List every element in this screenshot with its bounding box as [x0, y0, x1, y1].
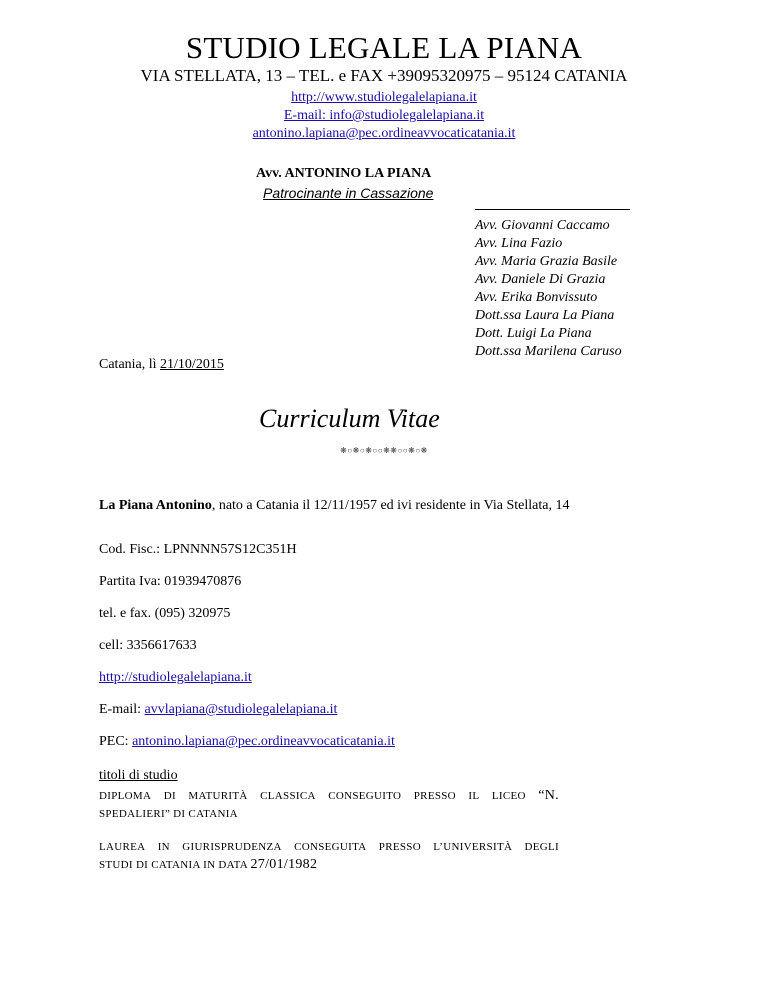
diploma-line-1 — [99, 787, 559, 805]
degree-word: GIURISPRUDENZA — [182, 841, 282, 853]
diploma-word: IL — [468, 790, 480, 802]
intro-paragraph — [99, 497, 581, 514]
degree-word: L’UNIVERSITÀ — [433, 841, 513, 853]
phone-fax: tel. e fax. (095) 320975 — [99, 606, 231, 621]
associate-item: Avv. Maria Grazia Basile — [475, 254, 618, 269]
lawyer-title: Patrocinante in Cassazione — [263, 185, 434, 201]
degree-line-2 — [99, 856, 559, 874]
education-heading: titoli di studio — [99, 768, 178, 783]
firm-address: VIA STELLATA, 13 – TEL. e FAX +39095320975 – 95124 CATANIA — [140, 66, 628, 85]
diploma-word: DIPLOMA — [99, 790, 152, 802]
degree-line-1 — [99, 838, 559, 856]
associate-item: Avv. Erika Bonvissuto — [475, 290, 598, 305]
degree-word: DEGLI — [524, 841, 559, 853]
document-date — [99, 357, 224, 373]
personal-website-link[interactable]: http://studiolegalelapiana.it — [99, 670, 252, 685]
date-value: 21/10/2015 — [160, 357, 224, 372]
degree-entry — [99, 838, 559, 874]
pec-line — [99, 734, 395, 750]
diploma-word: “N. — [538, 788, 559, 803]
diploma-word: PRESSO — [413, 790, 456, 802]
pec-label: PEC: — [99, 734, 133, 749]
tax-code: Cod. Fisc.: LPNNNN57S12C351H — [99, 542, 297, 557]
email-label: E-mail: — [99, 702, 145, 717]
date-prefix: Catania, lì — [99, 357, 161, 372]
diploma-entry — [99, 787, 559, 823]
associates-divider — [475, 209, 630, 210]
email-line — [99, 702, 337, 718]
associate-item: Dott.ssa Laura La Piana — [475, 308, 615, 323]
degree-word: LAUREA — [99, 841, 146, 853]
associate-item: Avv. Giovanni Caccamo — [475, 218, 610, 233]
diploma-line-2: SPEDALIERI” DI CATANIA — [99, 808, 238, 820]
document-title: Curriculum Vitae — [259, 404, 440, 433]
degree-word: IN — [157, 841, 170, 853]
personal-pec-link[interactable]: antonino.lapiana@pec.ordineavvocaticatania.it — [132, 734, 395, 749]
person-name: La Piana Antonino — [99, 498, 212, 513]
associate-item: Dott. Luigi La Piana — [475, 326, 592, 341]
associate-item: Dott.ssa Marilena Caruso — [475, 344, 622, 359]
diploma-word: MATURITÀ — [188, 790, 248, 802]
associates-list — [475, 217, 622, 361]
lawyer-name: Avv. ANTONINO LA PIANA — [256, 166, 432, 181]
vat-number: Partita Iva: 01939470876 — [99, 574, 242, 589]
email-link[interactable]: E-mail: info@studiolegalelapiana.it — [283, 108, 485, 123]
website-link[interactable]: http://www.studiolegalelapiana.it — [291, 90, 477, 105]
diploma-word: CLASSICA — [260, 790, 316, 802]
ornament-divider: ❋○❋○❋○○❋❋○○❋○❋ — [340, 446, 428, 455]
degree-line-2-text: STUDI DI CATANIA IN DATA — [99, 859, 248, 871]
degree-word: PRESSO — [378, 841, 421, 853]
personal-email-link[interactable]: avvlapiana@studiolegalelapiana.it — [144, 702, 338, 717]
degree-date: 27/01/1982 — [250, 857, 318, 872]
associate-item: Avv. Daniele Di Grazia — [475, 272, 606, 287]
degree-word: CONSEGUITA — [294, 841, 367, 853]
firm-name: STUDIO LEGALE LA PIANA — [185, 30, 583, 65]
intro-text: , nato a Catania il 12/11/1957 ed ivi residente in Via Stellata, 14 — [211, 498, 570, 513]
diploma-word: LICEO — [491, 790, 526, 802]
diploma-word: DI — [163, 790, 176, 802]
associate-item: Avv. Lina Fazio — [475, 236, 563, 251]
pec-link[interactable]: antonino.lapiana@pec.ordineavvocaticatania.it — [252, 126, 516, 141]
mobile-phone: cell: 3356617633 — [99, 638, 197, 653]
diploma-word: CONSEGUITO — [328, 790, 402, 802]
